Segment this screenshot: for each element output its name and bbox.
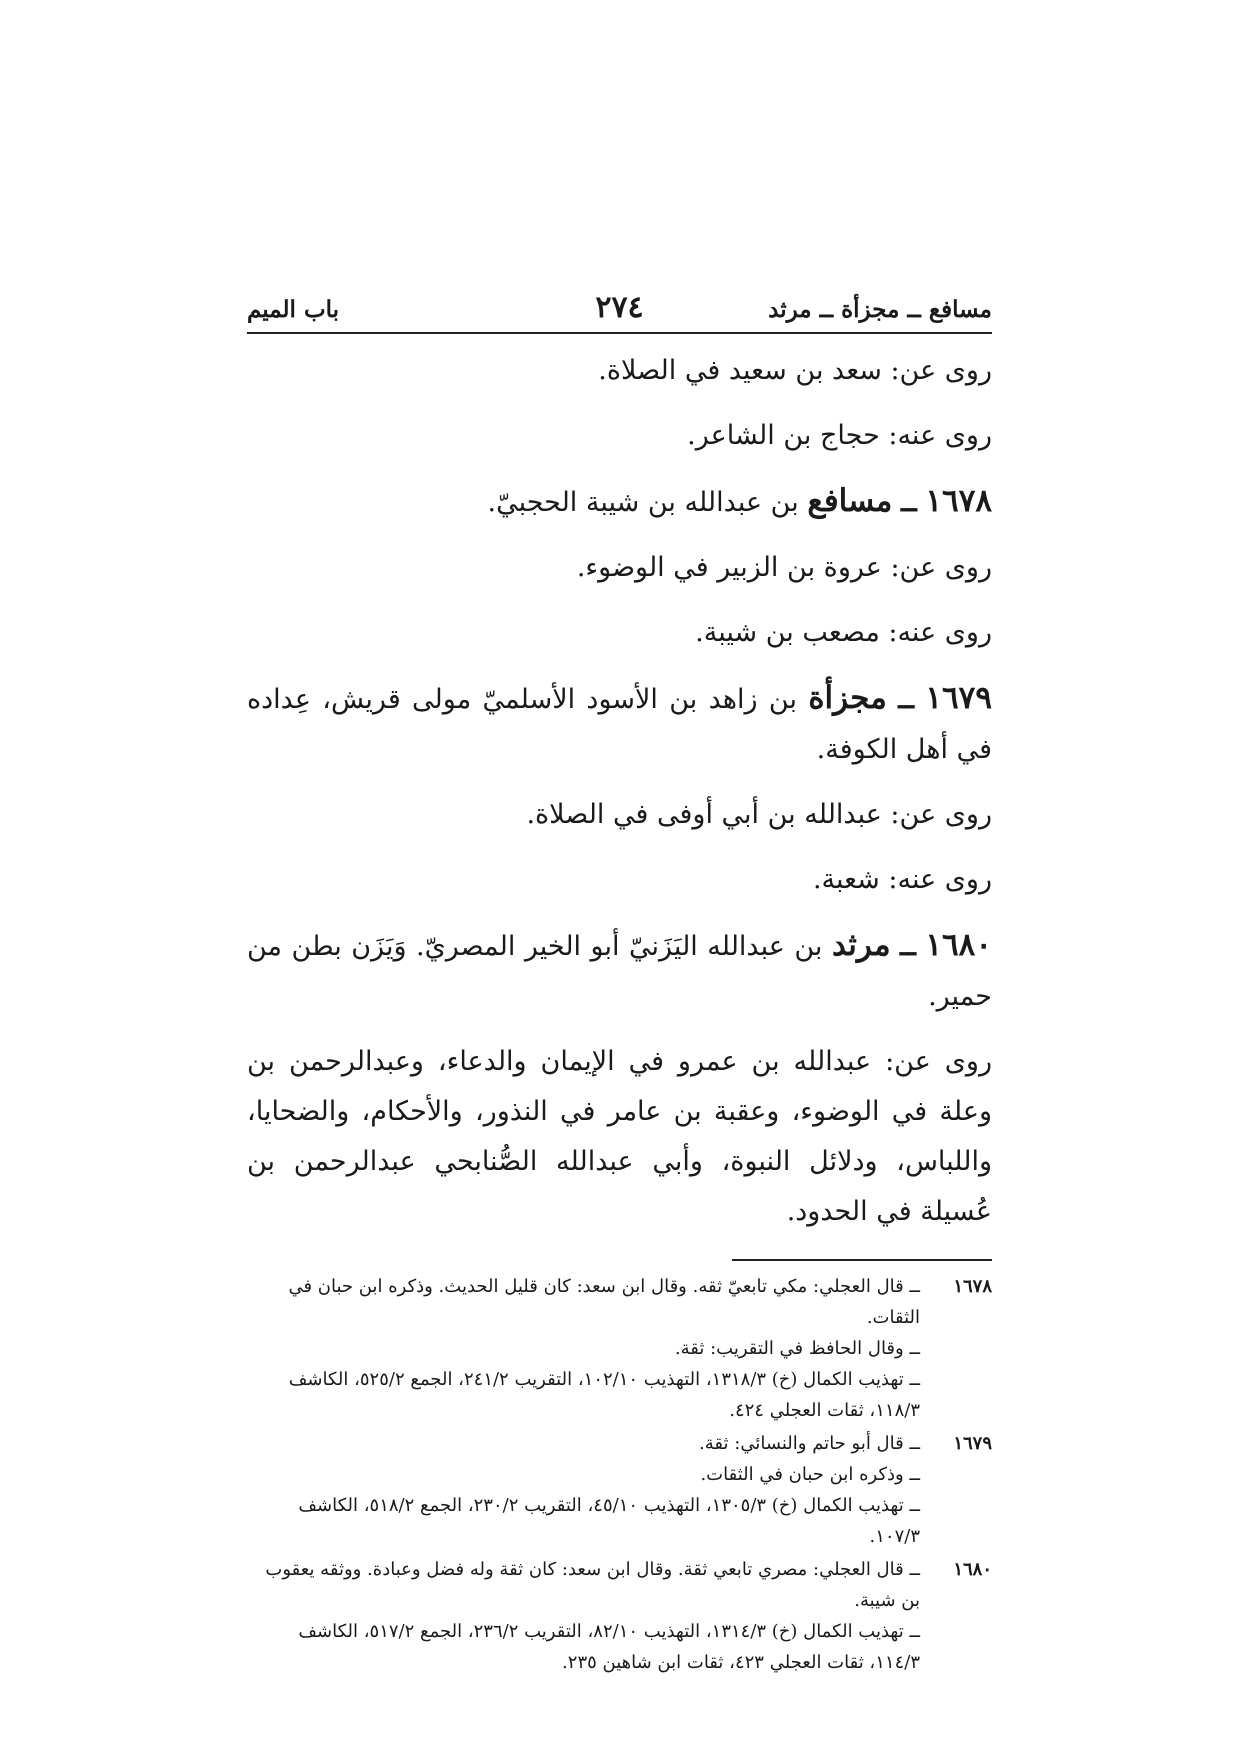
narration-line: روى عنه: حجاج بن الشاعر. (687, 420, 992, 451)
footnote-line: ــ قال العجلي: مكي تابعيّ ثقه. وقال ابن سعد: كان قليل الحديث. وذكره ابن حبان في الثقات. (288, 1276, 920, 1328)
entry-number: ١٦٧٨ (925, 483, 992, 519)
page-number: ٢٧٤ (595, 290, 644, 325)
entry-dash: ــ (900, 487, 917, 518)
entry-dash: ــ (898, 684, 915, 715)
narration-line: روى عن: عبدالله بن عمرو في الإيمان والدعاء، وعبدالرحمن بن وعلة في الوضوء، وعقبة بن عامر في النذور، والأحكام، والضحايا، واللباس، ودلائل النبوة، وأبي عبدالله الصُّنابحي عبدالرحمن بن عُسيلة في الحدود. (247, 1046, 992, 1227)
narration-line: روى عنه: مصعب بن شيبة. (695, 617, 992, 648)
footnote-line: ــ تهذيب الكمال (خ) ١٣١٤/٣، التهذيب ٨٢/١٠، التقريب ٢٣٦/٢، الجمع ٥١٧/٢، الكاشف ١١٤/٣، ثقات العجلي ٤٢٣، ثقات ابن شاهين ٢٣٥. (298, 1621, 920, 1673)
footnote-line: ــ تهذيب الكمال (خ) ١٣٠٥/٣، التهذيب ٤٥/١٠، التقريب ٢٣٠/٢، الجمع ٥١٨/٢، الكاشف ١٠٧/٣. (298, 1495, 920, 1547)
biography-entry (247, 673, 992, 775)
biography-entry (247, 476, 992, 528)
entry-text: بن زاهد بن الأسود الأسلميّ مولى قريش، عِداده في أهل الكوفة. (247, 684, 992, 765)
footnote-line: ــ وذكره ابن حبان في الثقات. (700, 1464, 920, 1485)
footnote-line: ــ تهذيب الكمال (خ) ١٣١٨/٣، التهذيب ١٠٢/١٠، التقريب ٢٤١/٢، الجمع ٥٢٥/٢، الكاشف ١١٨/٣، ثقات العجلي ٤٢٤. (288, 1369, 920, 1421)
main-text (247, 346, 992, 1237)
narration-line: روى عن: عروة بن الزبير في الوضوء. (576, 552, 992, 583)
footnotes (247, 1271, 992, 1678)
footnote-divider (732, 1259, 992, 1261)
footnote-line: ــ قال أبو حاتم والنسائي: ثقة. (699, 1433, 920, 1454)
footnote-number: ١٦٧٨ (953, 1276, 992, 1297)
footnote (247, 1554, 992, 1678)
narration-line: روى عن: سعد بن سعيد في الصلاة. (598, 355, 992, 386)
footnote (247, 1271, 992, 1426)
footnote (247, 1428, 992, 1552)
section-title: مسافع ــ مجزأة ــ مرثد (768, 296, 992, 323)
narration-line: روى عنه: شعبة. (812, 864, 992, 895)
book-page (247, 290, 992, 1680)
biography-entry (247, 920, 992, 1022)
chapter-title: باب الميم (247, 296, 340, 323)
entry-text: بن عبدالله اليَزَنيّ أبو الخير المصريّ. وَيَزَن بطن من حمير. (247, 931, 992, 1012)
footnote-number: ١٦٨٠ (953, 1559, 992, 1580)
entry-text: بن عبدالله بن شيبة الحجبيّ. (487, 487, 799, 518)
entry-name: مسافع (807, 483, 893, 519)
footnote-number: ١٦٧٩ (953, 1433, 992, 1454)
entry-number: ١٦٧٩ (925, 680, 992, 716)
footnote-line: ــ قال العجلي: مصري تابعي ثقة. وقال ابن سعد: كان ثقة وله فضل وعبادة. ووثقه يعقوب بن شيبة. (265, 1559, 920, 1611)
narration-line: روى عن: عبدالله بن أبي أوفى في الصلاة. (526, 799, 992, 830)
footnote-line: ــ وقال الحافظ في التقريب: ثقة. (674, 1338, 920, 1359)
entry-name: مجزأة (808, 680, 887, 716)
running-header (247, 290, 992, 334)
entry-name: مرثد (831, 927, 891, 963)
entry-dash: ــ (900, 931, 916, 962)
entry-number: ١٦٨٠ (925, 927, 992, 963)
